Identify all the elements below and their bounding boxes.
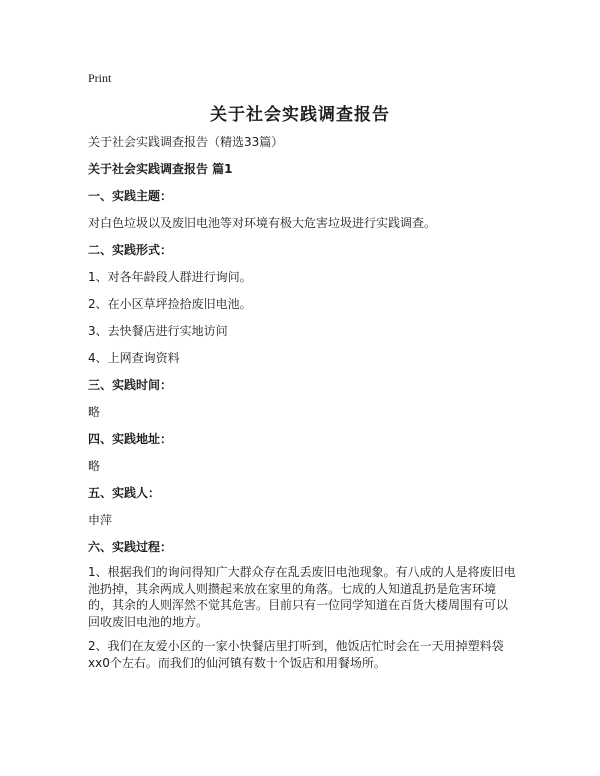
form-item: 2、在小区草坪捡拾废旧电池。 xyxy=(88,297,252,311)
place-text: 略 xyxy=(88,459,101,473)
document-subtitle: 关于社会实践调查报告（精选33篇） xyxy=(88,135,284,149)
print-label[interactable]: Print xyxy=(88,71,112,85)
time-text: 略 xyxy=(88,405,101,419)
page-title: 关于社会实践调查报告 xyxy=(210,105,390,125)
article-heading: 关于社会实践调查报告 篇1 xyxy=(88,162,233,176)
section-heading-time: 三、实践时间： xyxy=(88,378,173,392)
person-text: 申萍 xyxy=(88,513,113,527)
section-heading-person: 五、实践人： xyxy=(88,486,161,500)
process-paragraph: 2、我们在友爱小区的一家小快餐店里打听到，他饭店忙时会在一天用掉塑料袋xx0个左右。而我们的仙河镇有数十个饭店和用餐场所。 xyxy=(88,639,504,670)
section-heading-process: 六、实践过程： xyxy=(88,540,173,554)
theme-text: 对白色垃圾以及废旧电池等对环境有极大危害垃圾进行实践调查。 xyxy=(88,216,437,230)
process-paragraph: 1、根据我们的询问得知广大群众存在乱丢废旧电池现象。有八成的人是将废旧电池扔掉，其余两成人则攒起来放在家里的角落。七成的人知道乱扔是危害环境的，其余的人则浑然不觉其危害。目前只有一位同学知道在百货大楼周围有可以回收废旧电池的地方。 xyxy=(88,565,516,629)
form-item: 4、上网查询资料 xyxy=(88,351,180,365)
section-heading-theme: 一、实践主题： xyxy=(88,189,173,203)
section-heading-place: 四、实践地址： xyxy=(88,432,173,446)
form-item: 3、去快餐店进行实地访问 xyxy=(88,324,228,338)
form-item: 1、对各年龄段人群进行询问。 xyxy=(88,270,252,284)
section-heading-form: 二、实践形式： xyxy=(88,243,173,257)
